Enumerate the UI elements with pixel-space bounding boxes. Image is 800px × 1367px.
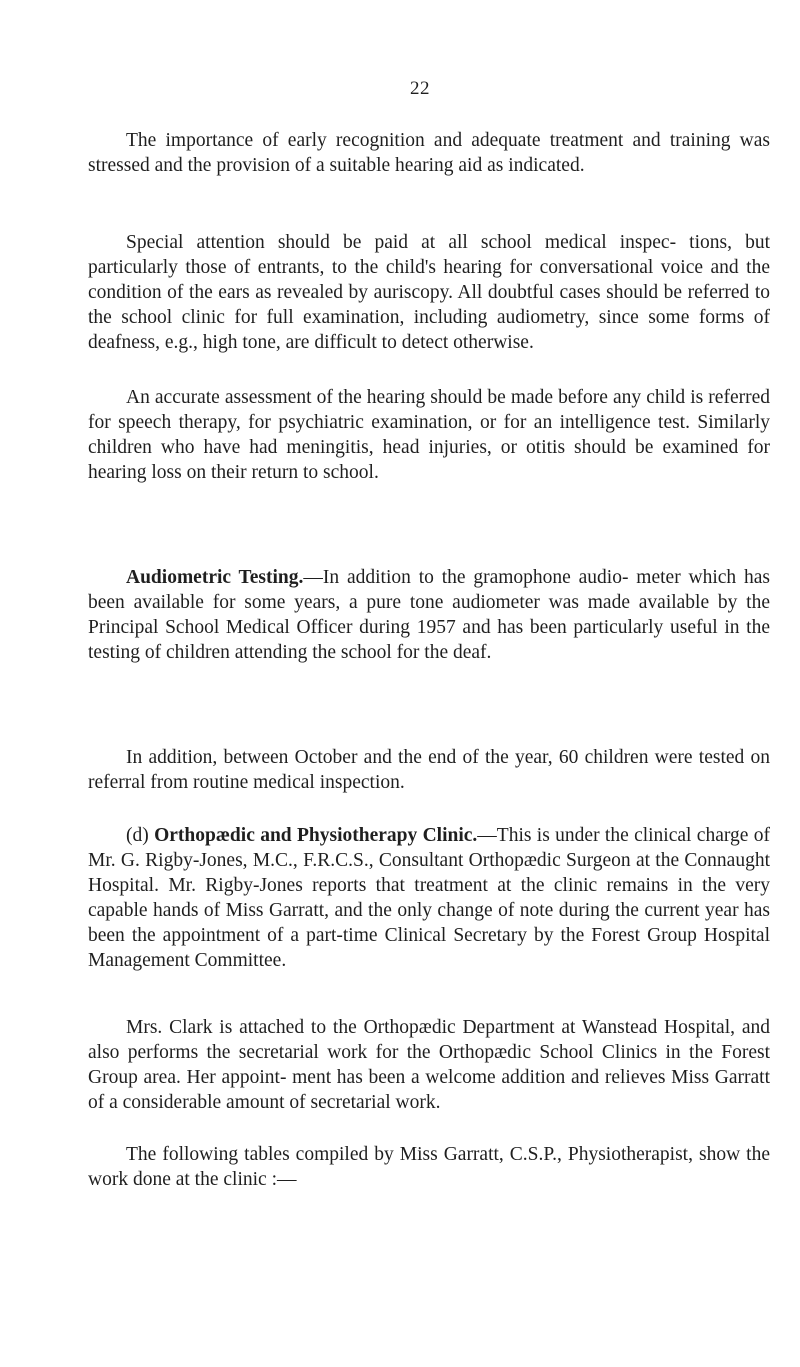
paragraph-following-tables: The following tables compiled by Miss Garratt, C.S.P., Physiotherapist, show the work done at the clinic :— bbox=[88, 1144, 770, 1190]
section-heading-orthopaedic-clinic: Orthopædic and Physiotherapy Clinic. bbox=[154, 825, 478, 846]
page-number: 22 bbox=[410, 78, 430, 99]
paragraph-mrs-clark: Mrs. Clark is attached to the Orthopædic Department at Wanstead Hospital, and also performs the secretarial work for the Orthopædic School Clinics in the Forest Group area. Her appoint- ment has been a welcome addition and relieves Miss Garratt of a considerable amount of secretarial work. bbox=[88, 1017, 770, 1113]
paragraph-orthopaedic-clinic bbox=[88, 823, 770, 973]
paragraph-audiometric-testing bbox=[88, 565, 770, 665]
section-prefix: (d) bbox=[126, 825, 155, 846]
paragraph-orthopaedic-clinic-body: —This is under the clinical charge of Mr. G. Rigby-Jones, M.C., F.R.C.S., Consultant Orthopædic Surgeon at the Connaught Hospital. Mr. Rigby-Jones reports that treatment at the clinic remains in the very capable hands of Miss Garratt, and the only change of note during the current year has been the appointment of a part-time Clinical Secretary by the Forest Group Hospital Management Committee. bbox=[88, 825, 770, 971]
paragraph-early-recognition: The importance of early recognition and adequate treatment and training was stressed and the provision of a suitable hearing aid as indicated. bbox=[88, 130, 770, 176]
paragraph-hearing-assessment: An accurate assessment of the hearing should be made before any child is referred for speech therapy, for psychiatric examination, or for an intelligence test. Similarly children who have had meningitis, head injuries, or otitis should be examined for hearing loss on their return to school. bbox=[88, 387, 770, 483]
section-heading-audiometric-testing: Audiometric Testing. bbox=[126, 567, 304, 588]
paragraph-special-attention: Special attention should be paid at all school medical inspec- tions, but particularly those of entrants, to the child's hearing for conversational voice and the condition of the ears as revealed by auriscopy. All doubtful cases should be referred to the school clinic for full examination, including audiometry, since some forms of deafness, e.g., high tone, are difficult to detect otherwise. bbox=[88, 232, 770, 353]
paragraph-referral-testing: In addition, between October and the end of the year, 60 children were tested on referral from routine medical inspection. bbox=[88, 747, 770, 793]
paragraph-audiometric-testing-body: —In addition to the gramophone audio- meter which has been available for some years, a pure tone audiometer was made available by the Principal School Medical Officer during 1957 and has been particularly useful in the testing of children attending the school for the deaf. bbox=[88, 567, 770, 663]
